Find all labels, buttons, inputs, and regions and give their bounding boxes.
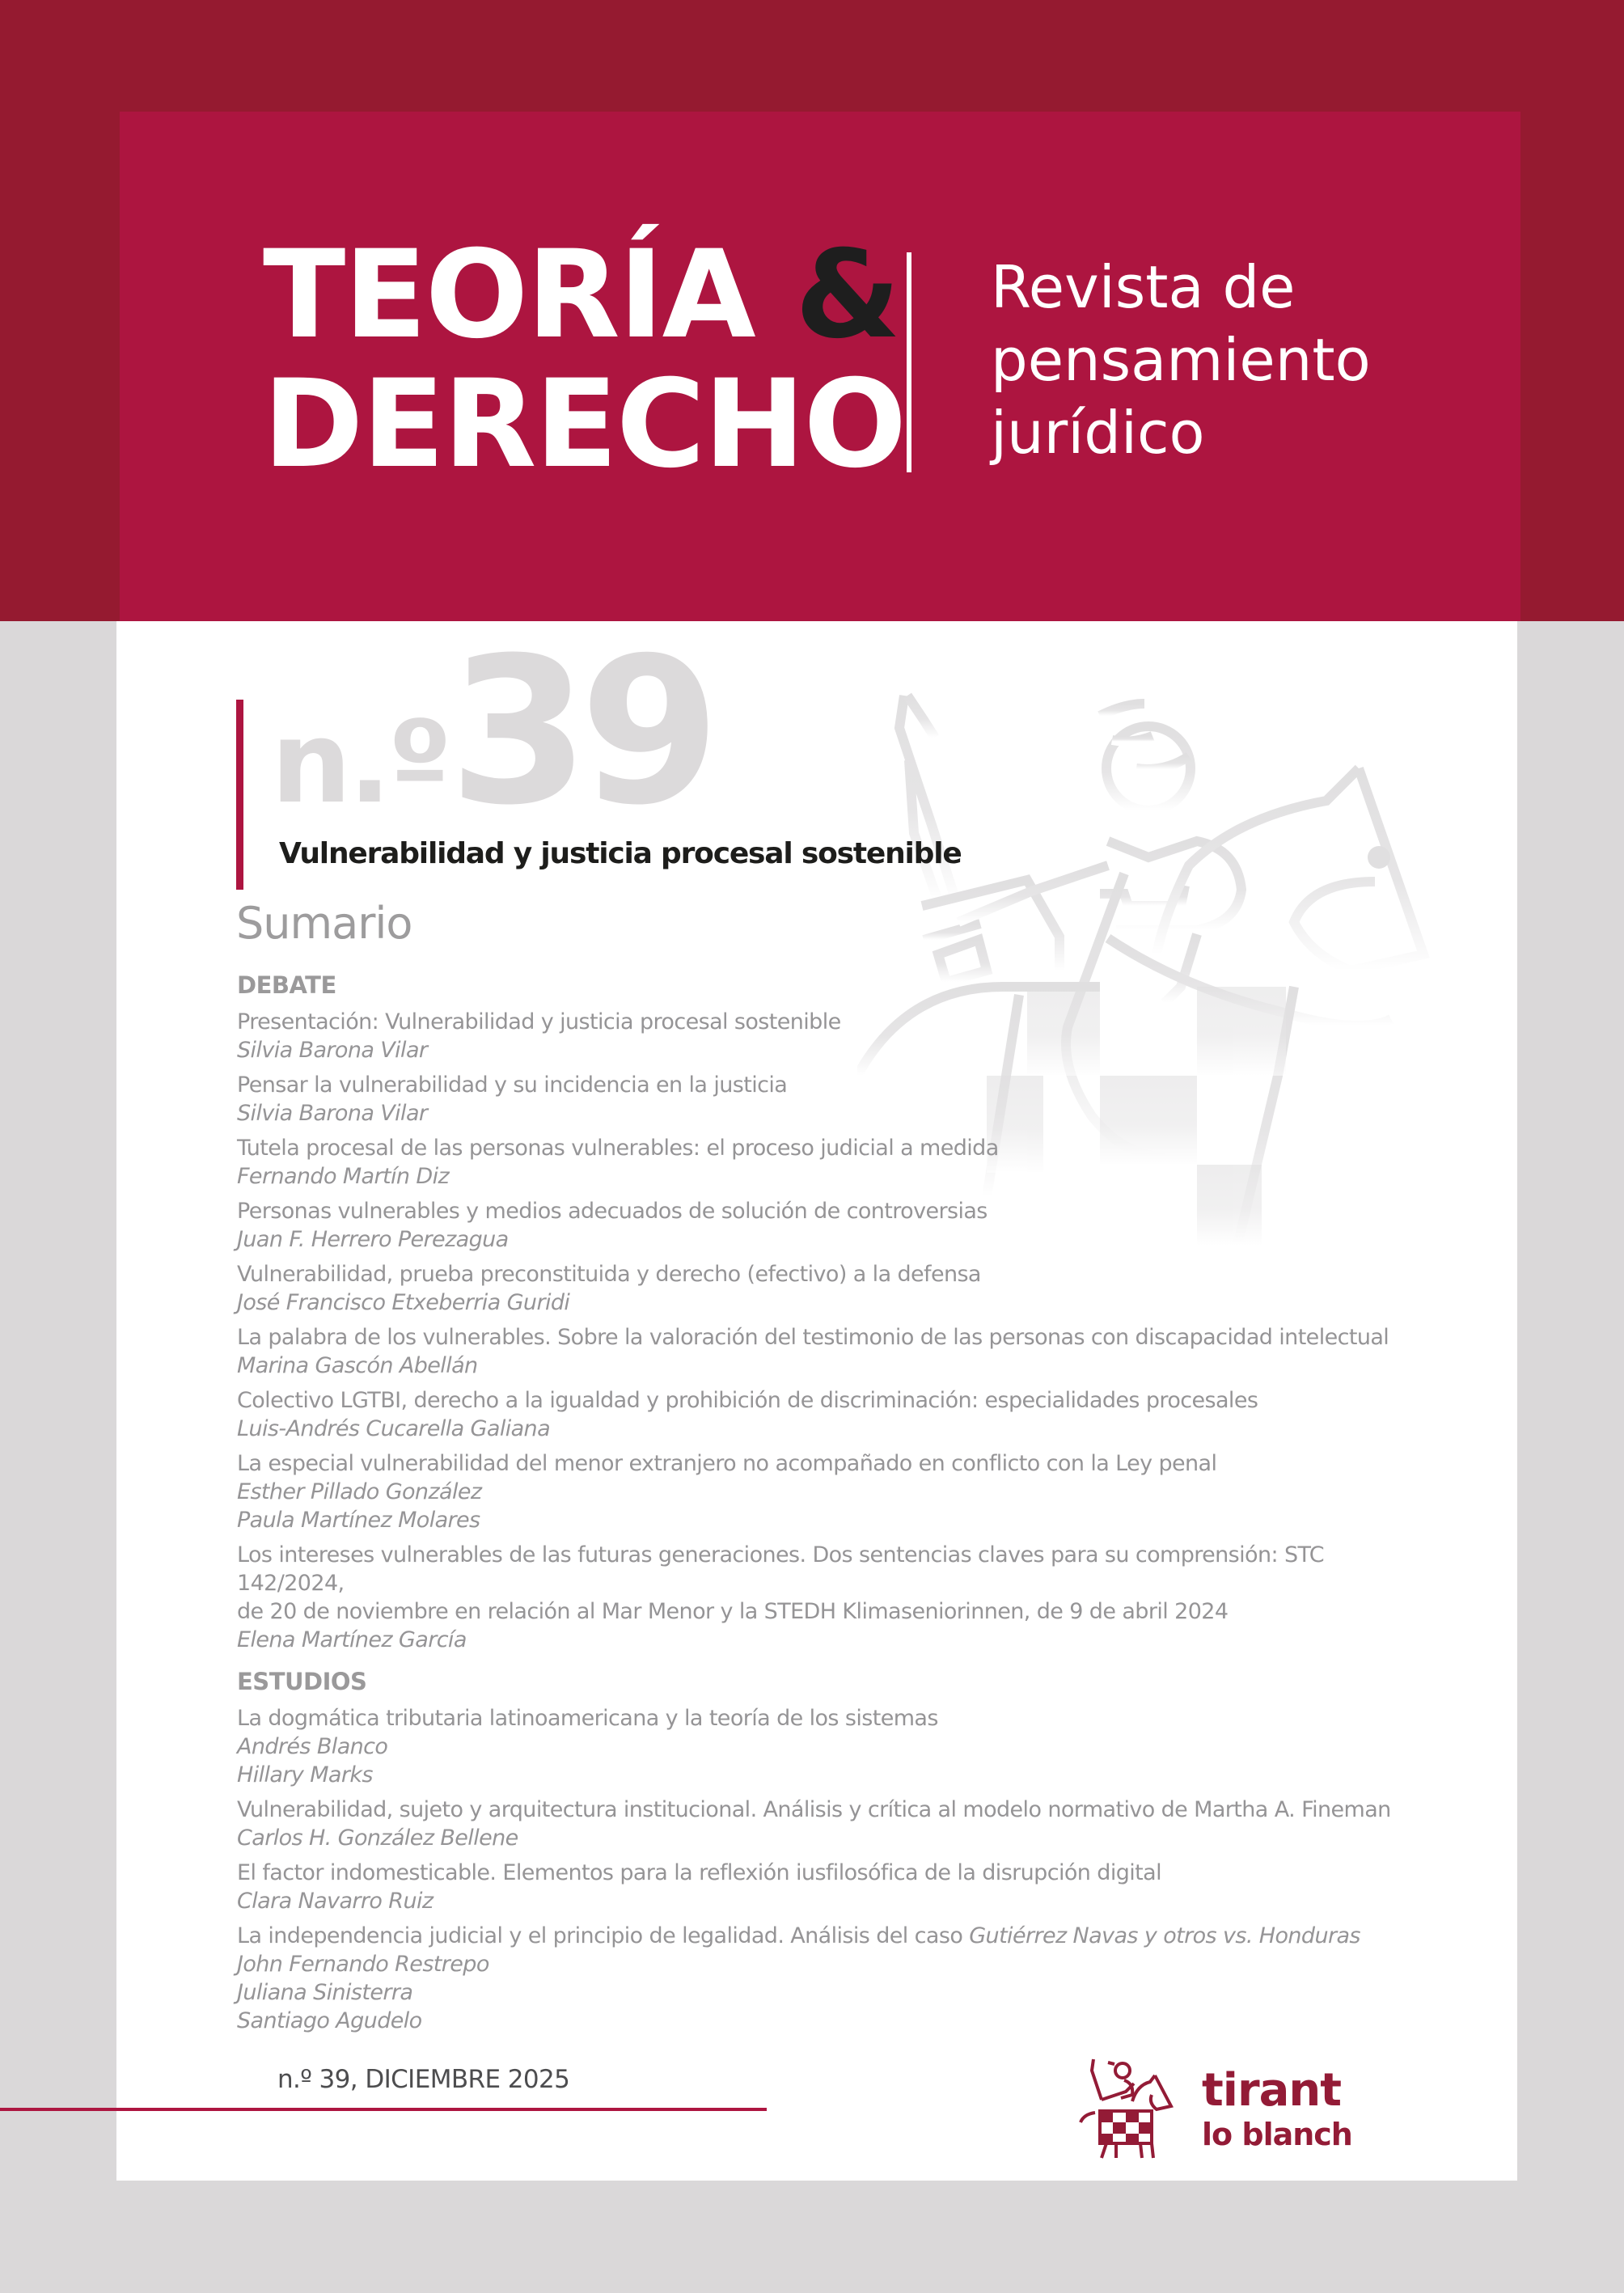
article-author: Paula Martínez Molares	[237, 1508, 480, 1533]
article-title: Los intereses vulnerables de las futuras generaciones. Dos sentencias claves para su comprensión: STC 142/2024,	[237, 1542, 1325, 1596]
issue-accent-bar	[236, 700, 243, 890]
publisher-name	[1202, 2064, 1352, 2155]
article-title: El factor indomesticable. Elementos para la reflexión iusfilosófica de la disrupción digital	[237, 1860, 1161, 1885]
knight-on-horse-icon	[1076, 2053, 1189, 2166]
article-title: Personas vulnerables y medios adecuados de solución de controversias	[237, 1199, 988, 1224]
article-author: John Fernando Restrepo	[237, 1952, 489, 1977]
article-title: Pensar la vulnerabilidad y su incidencia en la justicia	[237, 1072, 788, 1098]
subtitle-line: pensamiento	[991, 326, 1371, 394]
article-title: La especial vulnerabilidad del menor extranjero no acompañado en conflicto con la Ley penal	[237, 1451, 1217, 1476]
toc-entry[interactable]	[237, 1008, 1410, 1064]
subtitle-line: jurídico	[991, 399, 1205, 467]
toc-entry[interactable]	[237, 1449, 1410, 1534]
toc-entry[interactable]	[237, 1197, 1410, 1254]
article-author: Clara Navarro Ruiz	[237, 1889, 433, 1914]
toc-entry[interactable]	[237, 1323, 1410, 1380]
toc-entry[interactable]	[237, 1071, 1410, 1127]
article-title: La dogmática tributaria latinoamericana y la teoría de los sistemas	[237, 1706, 938, 1731]
article-author: Fernando Martín Diz	[237, 1164, 450, 1189]
journal-title-line1: TEORÍA	[263, 225, 755, 366]
article-title: Presentación: Vulnerabilidad y justicia procesal sostenible	[237, 1009, 841, 1034]
title-divider	[907, 252, 911, 472]
journal-subtitle	[991, 251, 1371, 469]
article-title-continued: de 20 de noviembre en relación al Mar Menor y la STEDH Klimaseniorinnen, de 9 de abril 2024	[237, 1599, 1229, 1624]
toc-entry[interactable]	[237, 1859, 1410, 1915]
article-author: Andrés Blanco	[237, 1734, 388, 1759]
section-heading-debate: DEBATE	[237, 971, 336, 999]
article-title-text: La independencia judicial y el principio de legalidad. Análisis del caso	[237, 1923, 970, 1948]
article-author: Luis-Andrés Cucarella Galiana	[237, 1416, 551, 1441]
issue-prefix: n.º	[271, 697, 449, 829]
summary-heading: Sumario	[236, 898, 412, 949]
toc-entry[interactable]	[237, 1134, 1410, 1191]
article-author: Silvia Barona Vilar	[237, 1101, 428, 1126]
article-author: Esther Pillado González	[237, 1479, 482, 1504]
journal-title	[263, 225, 906, 495]
ampersand: &	[794, 225, 899, 366]
toc-entry[interactable]	[237, 1796, 1410, 1852]
article-title: Tutela procesal de las personas vulnerables: el proceso judicial a medida	[237, 1136, 999, 1161]
article-author: Marina Gascón Abellán	[237, 1353, 478, 1378]
article-title: Vulnerabilidad, sujeto y arquitectura institucional. Análisis y crítica al modelo normativo de Martha A. Fineman	[237, 1797, 1391, 1822]
case-name: Gutiérrez Navas y otros vs. Honduras	[969, 1923, 1360, 1948]
article-author: Elena Martínez García	[237, 1627, 467, 1652]
footer-rule	[0, 2108, 767, 2111]
toc-entry[interactable]	[237, 1386, 1410, 1443]
issue-date: n.º 39, DICIEMBRE 2025	[277, 2065, 570, 2094]
article-title	[237, 1922, 1410, 1950]
publisher-name-line1: tirant	[1202, 2064, 1342, 2117]
article-title: Vulnerabilidad, prueba preconstituida y derecho (efectivo) a la defensa	[237, 1262, 981, 1287]
article-title: Colectivo LGTBI, derecho a la igualdad y prohibición de discriminación: especialidades procesales	[237, 1388, 1258, 1413]
article-author: Juan F. Herrero Perezagua	[237, 1227, 509, 1252]
journal-title-line2: DERECHO	[263, 354, 906, 495]
article-author: Hillary Marks	[237, 1762, 373, 1787]
table-of-contents	[237, 969, 1410, 2035]
toc-entry[interactable]	[237, 1541, 1410, 1654]
publisher-name-line2: lo blanch	[1202, 2117, 1352, 2152]
toc-entry[interactable]	[237, 1704, 1410, 1789]
article-title: La palabra de los vulnerables. Sobre la valoración del testimonio de las personas con discapacidad intelectual	[237, 1325, 1389, 1350]
issue-value: 39	[448, 614, 711, 849]
article-author: Silvia Barona Vilar	[237, 1038, 428, 1063]
issue-theme: Vulnerabilidad y justicia procesal sostenible	[279, 837, 962, 870]
issue-number	[271, 614, 711, 849]
article-author: Carlos H. González Bellene	[237, 1826, 518, 1851]
article-author: Santiago Agudelo	[237, 2008, 422, 2033]
article-author: Juliana Sinisterra	[237, 1980, 413, 2005]
article-author: José Francisco Etxeberria Guridi	[237, 1290, 570, 1315]
section-heading-estudios: ESTUDIOS	[237, 1668, 367, 1695]
subtitle-line: Revista de	[991, 253, 1296, 321]
toc-entry[interactable]	[237, 1260, 1410, 1317]
toc-entry[interactable]	[237, 1922, 1410, 2035]
publisher-logo	[1076, 2053, 1359, 2174]
